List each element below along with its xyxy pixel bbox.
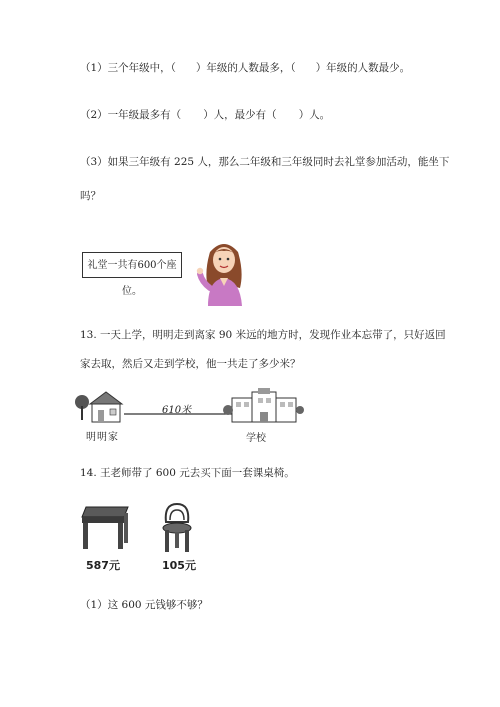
q12-part3-line2: 吗？ [80, 190, 101, 202]
desk-price: 587元 [86, 559, 120, 572]
q14-part1: （1）这 600 元钱够不够？ [80, 599, 208, 611]
chair-icon [160, 502, 194, 554]
q13-line1: 13. 一天上学，明明走到离家 90 米远的地方时，发现作业本忘带了，只好返回 [80, 329, 446, 341]
q12-part1-text-b: ）年级的人数最多，（ [195, 62, 296, 74]
school-icon [223, 388, 304, 422]
q12-part2-text-b: ）人，最少有（ [203, 109, 277, 121]
q12-part2-text-a: （2）一年级最多有（ [80, 109, 182, 121]
q12-part2 [80, 108, 330, 122]
desk-icon [78, 505, 132, 551]
speech-bubble: 礼堂一共有600个座位。 [82, 252, 182, 278]
q12-part3-line1: （3）如果三年级有 225 人，那么二年级和三年级同时去礼堂参加活动，能坐下 [80, 156, 450, 168]
q12-part1-text-a: （1）三个年级中，（ [80, 62, 176, 74]
q13-line2: 家去取，然后又走到学校，他一共走了多少米？ [80, 358, 301, 370]
home-label: 明明家 [86, 432, 119, 443]
school-label: 学校 [246, 433, 266, 444]
q12-part1-text-c: ）年级的人数最少。 [315, 62, 411, 74]
q12-part2-text-c: ）人。 [298, 109, 331, 121]
teacher-illustration [196, 238, 252, 308]
q12-part1 [80, 61, 410, 75]
house-icon [75, 392, 122, 422]
distance-label: 610米 [162, 405, 192, 416]
q14-line1: 14. 王老师带了 600 元去买下面一套课桌椅。 [80, 467, 295, 479]
chair-price: 105元 [162, 559, 196, 572]
